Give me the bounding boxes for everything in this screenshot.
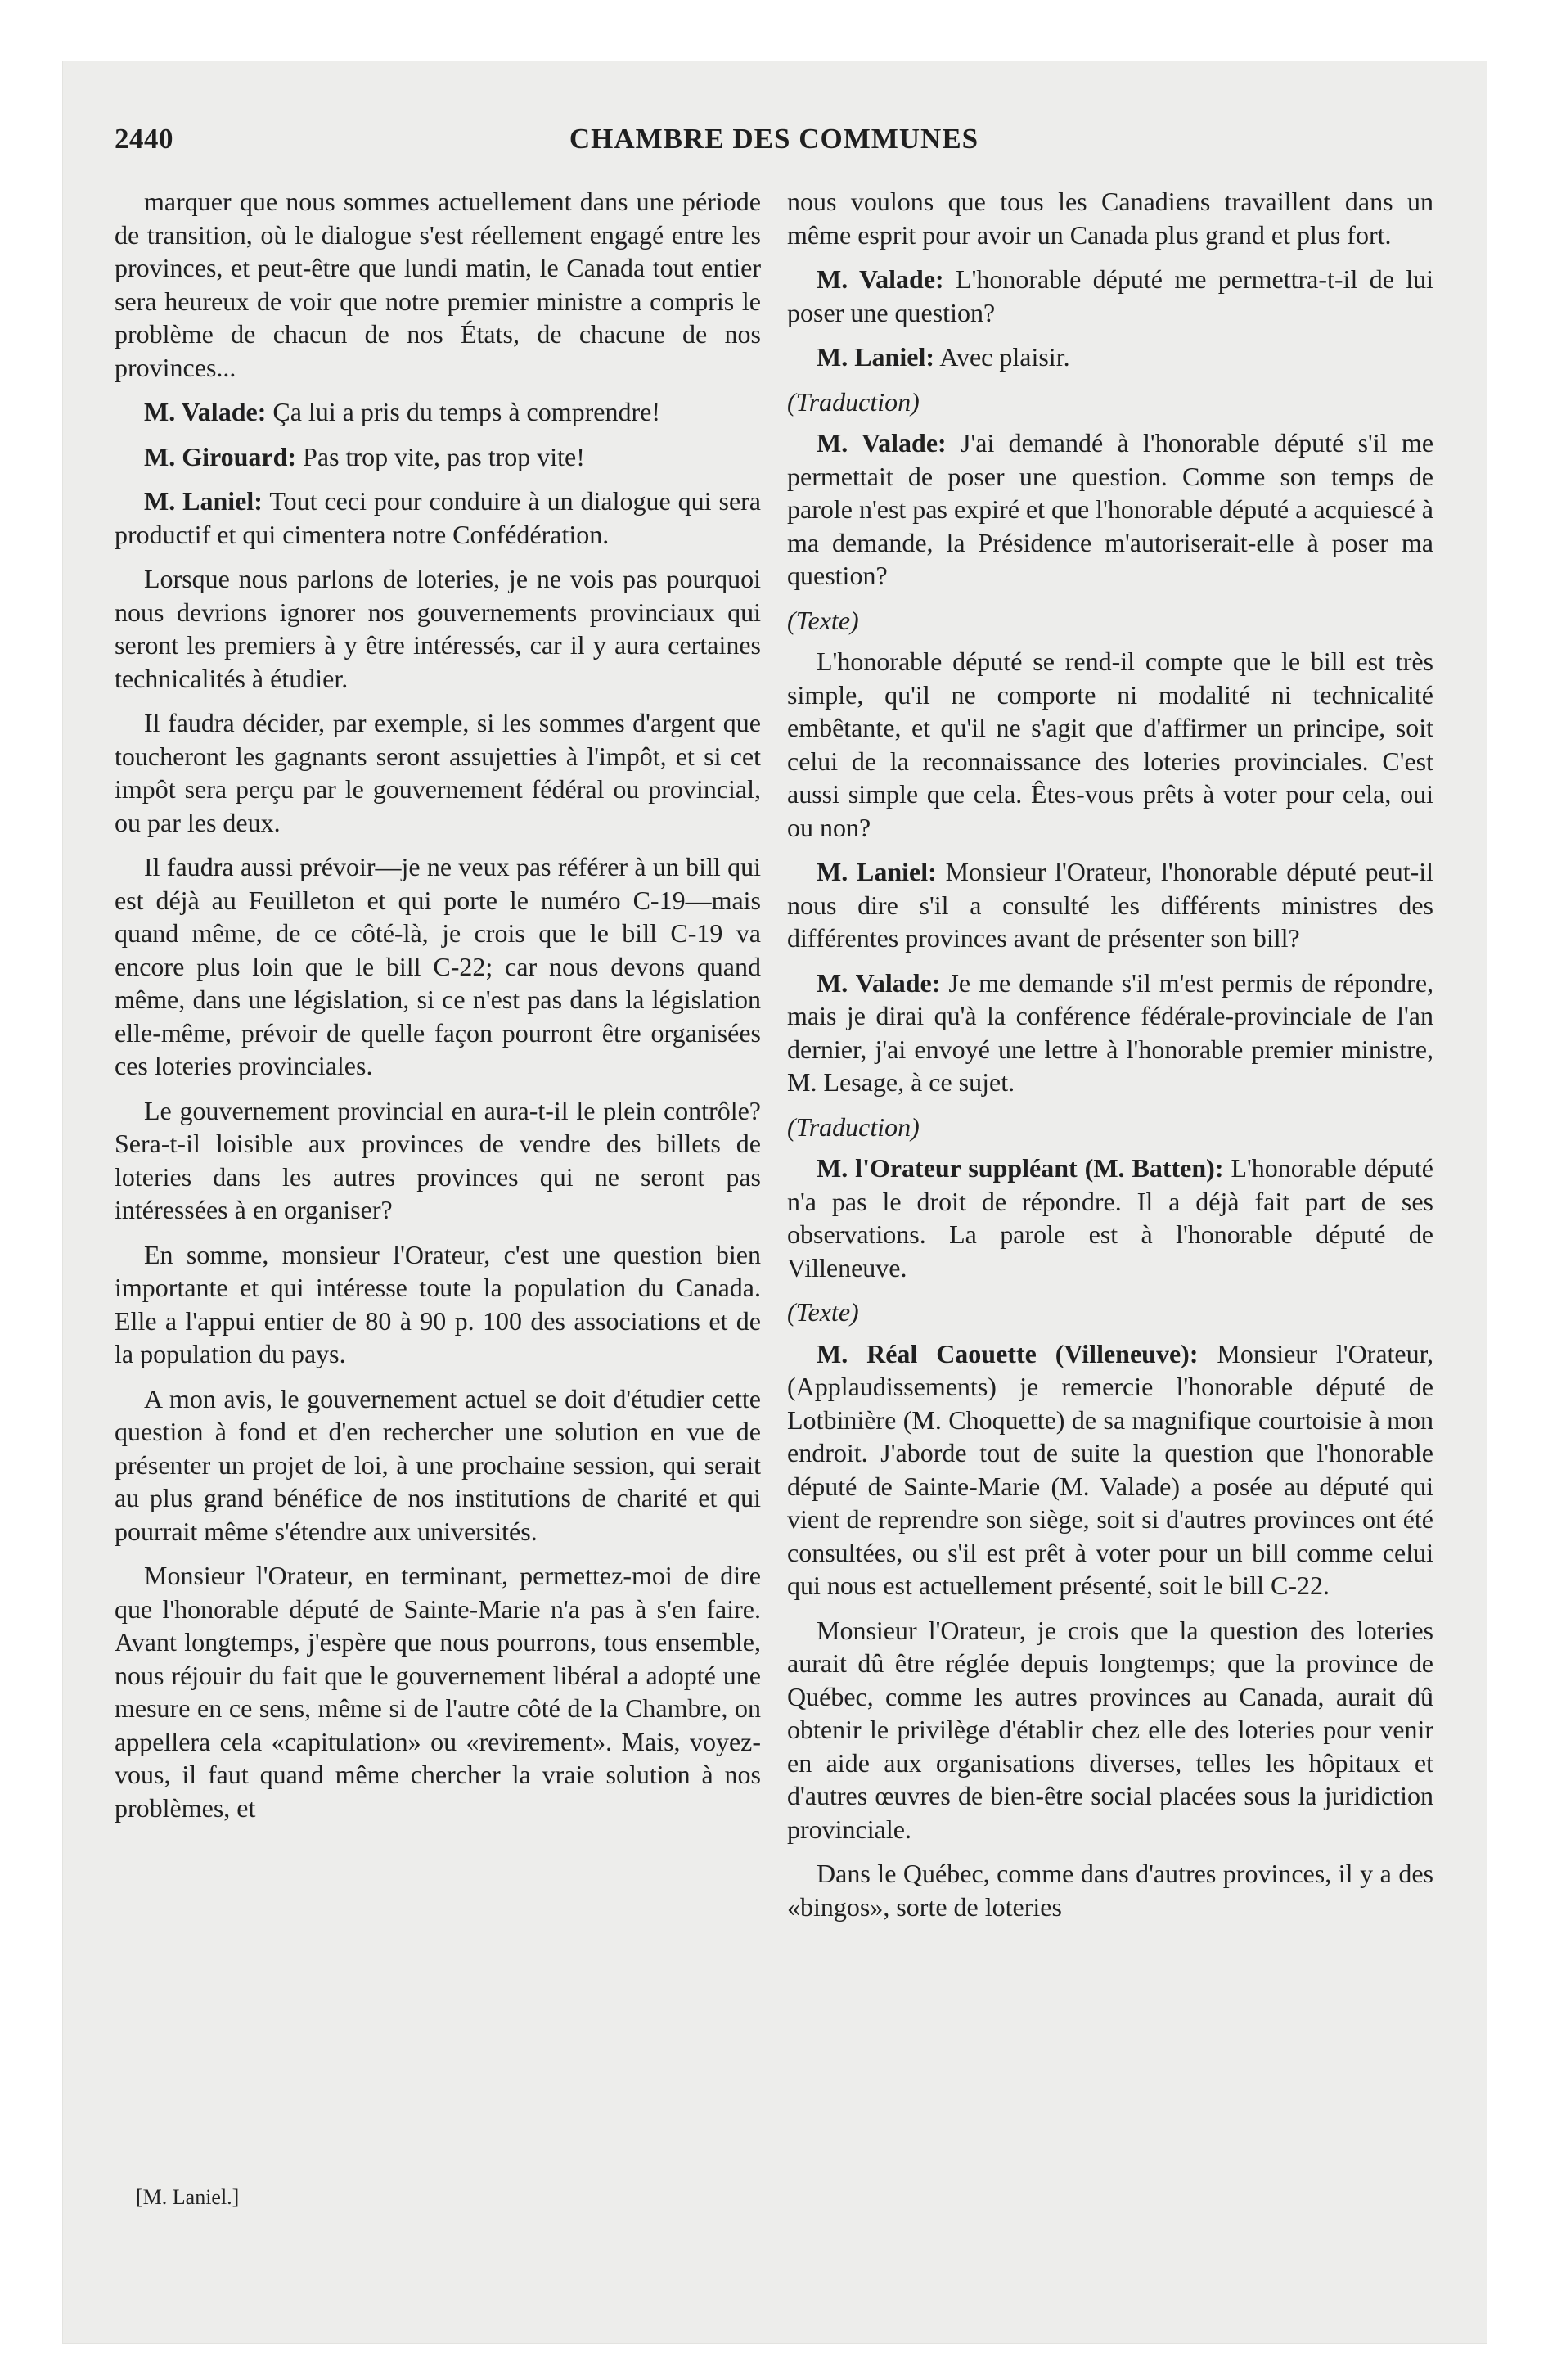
paragraph-text: Le gouvernement provincial en aura-t-il le plein contrôle? Sera-t-il loisible aux provinces de vendre des billets de loteries dans les autres provinces qui ne seront pas intéressées à en organiser? <box>115 1095 761 1224</box>
speaker-paragraph <box>787 855 1433 955</box>
paragraph <box>115 562 761 695</box>
paragraph-text: L'honorable député n'a pas le droit de répondre. Il a déjà fait part de ses observations. La parole est à l'honorable député de Villeneuve. <box>787 1153 1434 1282</box>
speaker-paragraph <box>115 485 761 551</box>
speaker-name: M. Laniel: <box>817 342 934 372</box>
paragraph-text: Monsieur l'Orateur, je crois que la question des loteries aurait dû être réglée depuis longtemps; que la province de Québec, comme les autres provinces au Canada, aurait dû obtenir le privilège d'établir chez elle des loteries pour venir en aide aux organisations diverses, telles les hôpitaux et d'autres œuvres de bien-être social placées sous la juridiction provinciale. <box>787 1615 1433 1844</box>
paragraph <box>787 1614 1433 1846</box>
paragraph-text: L'honorable député me permettra-t-il de lui poser une question? <box>787 264 1434 327</box>
paragraph-text: Monsieur l'Orateur, (Applaudissements) je remercie l'honorable député de Lotbinière (M. Choquette) de sa magnifique courtoisie à mon endroit. J'aborde tout de suite la question que l'honorable député de Sainte-Marie (M. Valade) a posée au député qui vient de reprendre son siège, soit si d'autres provinces ont été consultées, ou s'il est prêt à voter pour un bill comme celui qui nous est actuellement présenté, soit le bill C-22. <box>787 1338 1433 1600</box>
paragraph <box>787 645 1433 844</box>
speaker-paragraph <box>787 1152 1433 1284</box>
speaker-name: M. Valade: <box>144 397 267 426</box>
paragraph-text: Ça lui a pris du temps à comprendre! <box>272 397 660 426</box>
paragraph-text: En somme, monsieur l'Orateur, c'est une question bien importante et qui intéresse toute la population du Canada. Elle a l'appui entier de 80 à 90 p. 100 des associations et de la population du pays. <box>115 1239 761 1368</box>
speaker-name: M. Girouard: <box>144 441 297 471</box>
running-title: CHAMBRE DES COMMUNES <box>569 123 979 155</box>
paragraph <box>115 1094 761 1227</box>
paragraph <box>115 1559 761 1824</box>
paragraph-text: J'ai demandé à l'honorable député s'il me permettait de poser une question. Comme son temps de parole n'est pas expiré et que l'honorable député a acquiescé à ma demande, la Présidence m'autoriserait-elle à poser ma question? <box>787 428 1434 590</box>
section-label: (Texte) <box>787 1297 859 1327</box>
paragraph-text: Tout ceci pour conduire à un dialogue qui sera productif et qui cimentera notre Confédération. <box>115 486 762 549</box>
left-column <box>115 185 761 1836</box>
speaker-paragraph <box>115 395 761 429</box>
page-header <box>115 123 1433 159</box>
paragraph-text: Il faudra aussi prévoir—je ne veux pas référer à un bill qui est déjà au Feuilleton et qui porte le numéro C-19—mais quand même, de ce côté-là, je crois que le bill C-19 va encore plus loin que le bill C-22; car nous devons quand même, dans une législation, si ce n'est pas dans la législation elle-même, prévoir de quelle façon pourront être organisées ces loteries provinciales. <box>115 852 761 1080</box>
paragraph-text: Dans le Québec, comme dans d'autres provinces, il y a des «bingos», sorte de loteries <box>787 1859 1433 1922</box>
paragraph-text: L'honorable député se rend-il compte que le bill est très simple, qu'il ne comporte ni modalité ni technicalité embêtante, et qu'il ne s'agit que d'affirmer un principe, soit celui de la reconnaissance des loteries provinciales. C'est aussi simple que cela. Êtes-vous prêts à voter pour cela, oui ou non? <box>787 647 1433 842</box>
speaker-paragraph <box>787 340 1433 374</box>
paragraph-text: Il faudra décider, par exemple, si les sommes d'argent que toucheront les gagnants seront assujetties à l'impôt, et si cet impôt sera perçu par le gouvernement fédéral ou provincial, ou par les deux. <box>115 708 761 837</box>
paragraph-text: Monsieur l'Orateur, l'honorable député peut-il nous dire s'il a consulté les différents ministres des différentes provinces avant de présenter son bill? <box>787 857 1434 953</box>
paragraph <box>115 850 761 1083</box>
section-label: (Texte) <box>787 605 859 635</box>
speaker-paragraph <box>787 967 1433 1099</box>
paragraph-text: Je me demande s'il m'est permis de répondre, mais je dirai qu'à la conférence fédérale-provinciale de l'an dernier, j'ai envoyé une lettre à l'honorable premier ministre, M. Lesage, à ce sujet. <box>787 967 1434 1097</box>
speaker-paragraph <box>787 426 1433 593</box>
paragraph-text: Monsieur l'Orateur, en terminant, permettez-moi de dire que l'honorable député de Sainte-Marie n'a pas à s'en faire. Avant longtemps, j'espère que nous pourrons, tous ensemble, nous réjouir du fait que le gouvernement libéral a adopté une mesure en ce sens, même si de l'autre côté de la Chambre, on appellera cela «capitulation» ou «revirement». Mais, voyez-vous, il faut quand même chercher la vraie solution à nos problèmes, et <box>115 1561 761 1823</box>
speaker-paragraph <box>787 263 1433 329</box>
speaker-paragraph <box>115 440 761 474</box>
paragraph <box>787 1857 1433 1923</box>
paragraph-text: nous voulons que tous les Canadiens travaillent dans un même esprit pour avoir un Canada plus grand et plus fort. <box>787 187 1433 250</box>
paragraph-text: Avec plaisir. <box>939 342 1070 372</box>
paragraph <box>115 1382 761 1548</box>
paragraph-text: Pas trop vite, pas trop vite! <box>303 441 585 471</box>
speaker-name: M. Laniel: <box>817 857 937 886</box>
speaker-name: M. Valade: <box>817 264 944 294</box>
paragraph <box>787 185 1433 251</box>
speaker-footnote: [M. Laniel.] <box>136 2185 240 2209</box>
speaker-name: M. Réal Caouette (Villeneuve): <box>817 1338 1199 1368</box>
paragraph-text: Lorsque nous parlons de loteries, je ne vois pas pourquoi nous devrions ignorer nos gouvernements provinciaux qui seront les premiers à y être intéressés, car il y aura certaines technicalités à étudier. <box>115 564 761 693</box>
paragraph-text: marquer que nous sommes actuellement dans une période de transition, où le dialogue s'est réellement engagé entre les provinces, et peut-être que lundi matin, le Canada tout entier sera heureux de voir que notre premier ministre a compris le problème de chacun de nos États, de chacune de nos provinces... <box>115 187 761 382</box>
speaker-paragraph <box>787 1337 1433 1602</box>
speaker-name: M. Laniel: <box>144 486 263 516</box>
paragraph-text: A mon avis, le gouvernement actuel se doit d'étudier cette question à fond et d'en rechercher une solution en vue de présenter un projet de loi, à une prochaine session, qui serait au plus grand bénéfice de nos institutions de charité et qui pourrait même s'étendre aux universités. <box>115 1383 761 1546</box>
paragraph <box>115 706 761 839</box>
paragraph <box>115 1238 761 1371</box>
speaker-name: M. Valade: <box>817 967 941 998</box>
page-number: 2440 <box>115 123 173 155</box>
speaker-name: M. l'Orateur suppléant (M. Batten): <box>817 1153 1224 1183</box>
section-label: (Traduction) <box>787 1111 920 1142</box>
section-label: (Traduction) <box>787 386 920 417</box>
right-column <box>787 185 1433 1935</box>
paragraph <box>115 185 761 384</box>
speaker-name: M. Valade: <box>817 428 947 458</box>
